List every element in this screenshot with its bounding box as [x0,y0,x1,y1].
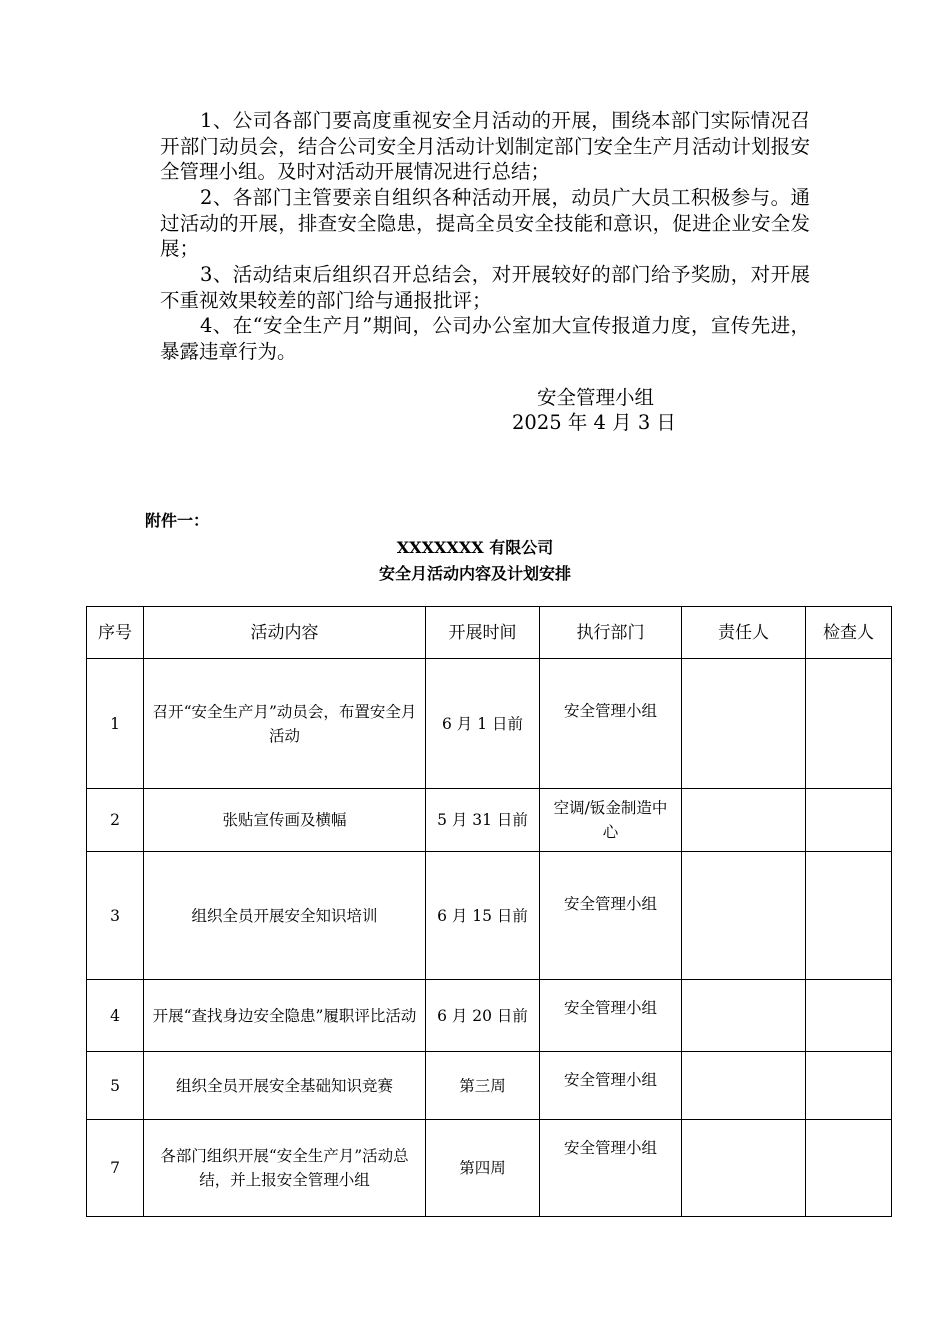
paragraph-2: 2、各部门主管要亲自组织各种活动开展，动员广大员工积极参与。通过活动的开展，排查安全隐患，提高全员安全技能和意识，促进企业安全发展； [160,186,810,261]
paragraph-4: 4、在“安全生产月”期间，公司办公室加大宣传报道力度，宣传先进，暴露违章行为。 [160,314,810,363]
header-dept: 执行部门 [540,607,682,659]
table-row [87,1052,892,1120]
row-content: 开展“查找身边安全隐患”履职评比活动 [144,980,426,1052]
header-no: 序号 [87,607,144,659]
header-time: 开展时间 [426,607,540,659]
row-checker [806,789,892,852]
header-checker: 检查人 [806,607,892,659]
row-time: 6 月 15 日前 [426,852,540,980]
row-checker [806,659,892,789]
row-no: 1 [87,659,144,789]
row-no: 2 [87,789,144,852]
table-row [87,789,892,852]
row-checker [806,1052,892,1120]
row-checker [806,1120,892,1217]
table-row [87,852,892,980]
row-content: 召开“安全生产月”动员会，布置安全月活动 [144,659,426,789]
row-owner [682,852,806,980]
row-owner [682,1120,806,1217]
attachment-label: 附件一： [145,511,210,530]
row-no: 5 [87,1052,144,1120]
plan-table [86,606,892,1217]
row-time: 6 月 20 日前 [426,980,540,1052]
row-checker [806,852,892,980]
row-content: 组织全员开展安全基础知识竞赛 [144,1052,426,1120]
header-content: 活动内容 [144,607,426,659]
row-time: 6 月 1 日前 [426,659,540,789]
plan-title: 安全月活动内容及计划安排 [378,564,571,583]
table-row [87,980,892,1052]
row-content: 各部门组织开展“安全生产月”活动总结，并上报安全管理小组 [144,1120,426,1217]
row-dept: 安全管理小组 [540,1052,682,1120]
header-owner: 责任人 [682,607,806,659]
row-dept: 安全管理小组 [540,980,682,1052]
row-checker [806,980,892,1052]
company-title: XXXXXXX 有限公司 [396,538,554,557]
row-dept: 空调/钣金制造中心 [540,789,682,852]
paragraph-3: 3、活动结束后组织召开总结会，对开展较好的部门给予奖励，对开展不重视效果较差的部门给与通报批评； [160,263,810,312]
row-no: 4 [87,980,144,1052]
row-no: 3 [87,852,144,980]
row-owner [682,659,806,789]
signature-org: 安全管理小组 [537,386,655,409]
table-row [87,659,892,789]
row-dept: 安全管理小组 [540,1120,682,1217]
row-owner [682,980,806,1052]
row-time: 5 月 31 日前 [426,789,540,852]
row-owner [682,1052,806,1120]
row-time: 第四周 [426,1120,540,1217]
paragraph-1: 1、公司各部门要高度重视安全月活动的开展，围绕本部门实际情况召开部门动员会，结合公司安全月活动计划制定部门安全生产月活动计划报安全管理小组。及时对活动开展情况进行总结； [160,109,810,184]
row-dept: 安全管理小组 [540,852,682,980]
row-owner [682,789,806,852]
row-content: 组织全员开展安全知识培训 [144,852,426,980]
row-time: 第三周 [426,1052,540,1120]
signature-date: 2025 年 4 月 3 日 [512,411,676,434]
row-no: 7 [87,1120,144,1217]
row-content: 张贴宣传画及横幅 [144,789,426,852]
table-header-row [87,607,892,659]
row-dept: 安全管理小组 [540,659,682,789]
table-row [87,1120,892,1217]
